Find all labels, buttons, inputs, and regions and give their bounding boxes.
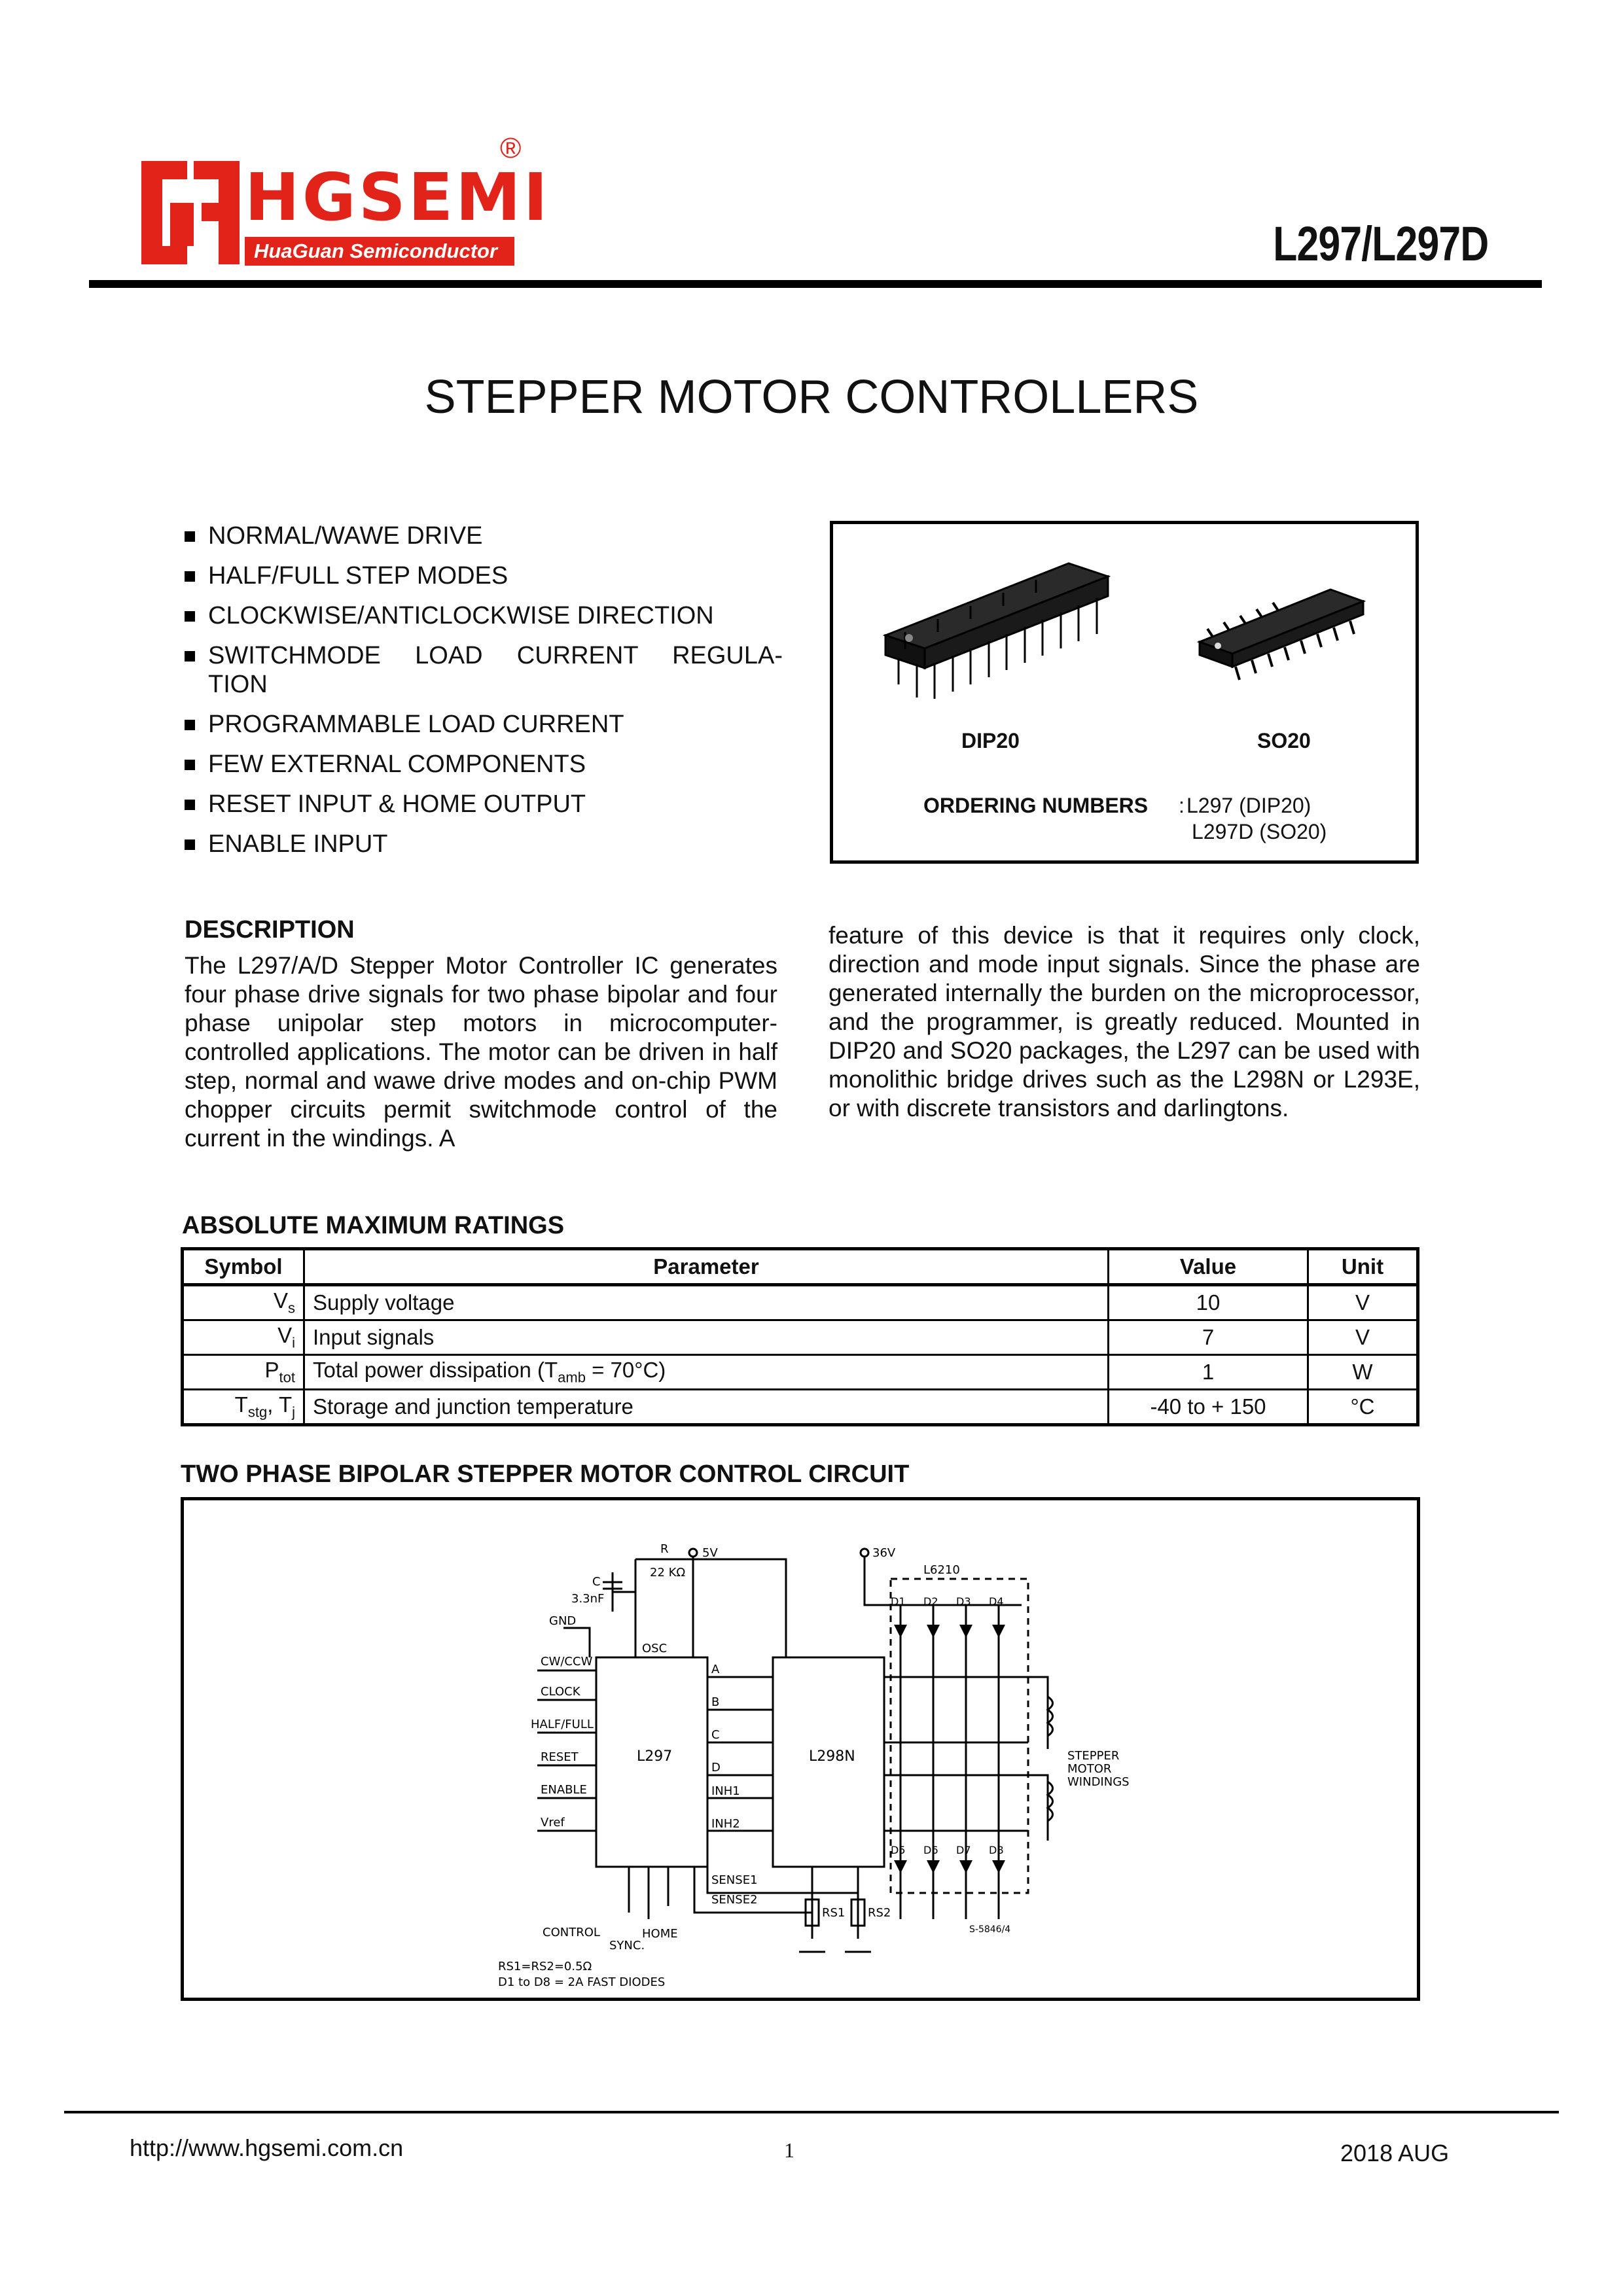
description-heading: DESCRIPTION: [185, 916, 355, 944]
svg-text:36V: 36V: [872, 1546, 896, 1560]
brand-tagline: HuaGuan Semiconductor: [245, 237, 514, 266]
value-cell: -40 to + 150: [1109, 1390, 1308, 1425]
unit-cell: V: [1308, 1285, 1418, 1320]
table-row: [183, 1355, 1418, 1390]
svg-text:D6: D6: [923, 1844, 938, 1856]
svg-text:D5: D5: [891, 1844, 906, 1856]
col-parameter: Parameter: [304, 1249, 1109, 1285]
svg-text:CLOCK: CLOCK: [541, 1685, 580, 1699]
header-divider: [89, 280, 1542, 288]
feature-item: PROGRAMMABLE LOAD CURRENT: [185, 710, 783, 739]
parameter-cell: Input signals: [304, 1320, 1109, 1355]
svg-text:HOME: HOME: [642, 1927, 678, 1941]
parameter-cell: Total power dissipation $(T_{amb} = 70^\circ C)$: [304, 1355, 1109, 1390]
col-value: Value: [1109, 1249, 1308, 1285]
footer-url-link[interactable]: http://www.hgsemi.com.cn: [130, 2134, 404, 2161]
feature-item: RESET INPUT & HOME OUTPUT: [185, 790, 783, 819]
svg-text:Vref: Vref: [541, 1816, 565, 1829]
table-row: [183, 1390, 1418, 1425]
so20-label: SO20: [1257, 729, 1311, 752]
svg-text:D7: D7: [956, 1844, 971, 1856]
footer-date: 2018 AUG: [1340, 2140, 1450, 2166]
ratings-heading: ABSOLUTE MAXIMUM RATINGS: [182, 1212, 565, 1239]
document-title: STEPPER MOTOR CONTROLLERS: [424, 371, 1199, 423]
svg-text:C: C: [592, 1575, 601, 1589]
parameter-cell: Supply voltage: [304, 1285, 1109, 1320]
symbol-cell: $P_{tot}$: [183, 1355, 304, 1390]
svg-text:D1: D1: [891, 1595, 906, 1608]
svg-text:SENSE2: SENSE2: [711, 1893, 758, 1907]
value-cell: 10: [1109, 1285, 1308, 1320]
svg-text:D3: D3: [956, 1595, 971, 1608]
footer-divider: [64, 2111, 1559, 2113]
svg-text:D4: D4: [989, 1595, 1004, 1608]
brand-name: HGSEMI: [245, 159, 550, 236]
svg-text:L298N: L298N: [809, 1748, 855, 1765]
svg-text:WINDINGS: WINDINGS: [1067, 1775, 1130, 1789]
svg-text:CONTROL: CONTROL: [543, 1926, 600, 1939]
svg-text:L6210: L6210: [923, 1563, 960, 1577]
symbol-cell: $V_s$: [183, 1285, 304, 1320]
dip20-package-image: [833, 524, 1422, 786]
symbol-cell: $T_{stg}$, $T_j$: [183, 1390, 304, 1425]
svg-text:HALF/FULL: HALF/FULL: [531, 1718, 594, 1731]
svg-text:OSC: OSC: [642, 1642, 668, 1655]
svg-text:5V: 5V: [702, 1546, 718, 1560]
svg-text:D2: D2: [923, 1595, 938, 1608]
symbol-cell: $V_i$: [183, 1320, 304, 1355]
svg-text:MOTOR: MOTOR: [1067, 1762, 1112, 1776]
svg-text:RS1: RS1: [822, 1906, 846, 1920]
col-symbol: Symbol: [183, 1249, 304, 1285]
svg-text:S-5846/4: S-5846/4: [969, 1924, 1011, 1935]
value-cell: 7: [1109, 1320, 1308, 1355]
feature-item: SWITCHMODE LOAD CURRENT REGULA- TION: [185, 641, 783, 699]
dip20-label: DIP20: [961, 729, 1020, 752]
hgsemi-logo-mark-icon: [141, 161, 240, 264]
col-unit: Unit: [1308, 1249, 1418, 1285]
svg-text:STEPPER: STEPPER: [1067, 1749, 1120, 1763]
svg-text:INH1: INH1: [711, 1784, 740, 1798]
ordering-numbers-label: ORDERING NUMBERS: [923, 794, 1149, 817]
svg-text:RS2: RS2: [868, 1906, 891, 1920]
circuit-diagram-box: [181, 1497, 1420, 2001]
svg-text:D8: D8: [989, 1844, 1004, 1856]
ordering-number-dip: L297 (DIP20): [1186, 794, 1311, 817]
svg-text:22 KΩ: 22 KΩ: [650, 1566, 686, 1580]
svg-text:SYNC.: SYNC.: [609, 1939, 645, 1952]
page-number: 1: [784, 2138, 794, 2162]
table-row: [183, 1285, 1418, 1320]
registered-mark: ®: [500, 132, 522, 164]
feature-list: [185, 521, 783, 870]
svg-text:GND: GND: [549, 1614, 577, 1628]
svg-text:D: D: [711, 1761, 721, 1775]
feature-item: HALF/FULL STEP MODES: [185, 561, 783, 590]
svg-text:A: A: [711, 1663, 720, 1676]
svg-text:CW/CCW: CW/CCW: [541, 1655, 593, 1669]
svg-text:L297: L297: [637, 1748, 673, 1765]
ordering-number-so: L297D (SO20): [1192, 820, 1327, 843]
svg-text:B: B: [711, 1695, 720, 1709]
table-row: [183, 1320, 1418, 1355]
company-logo: [141, 132, 550, 263]
feature-item: CLOCKWISE/ANTICLOCKWISE DIRECTION: [185, 601, 783, 630]
value-cell: 1: [1109, 1355, 1308, 1390]
feature-item: ENABLE INPUT: [185, 830, 783, 858]
svg-text:INH2: INH2: [711, 1817, 740, 1831]
svg-text:ENABLE: ENABLE: [541, 1783, 587, 1797]
unit-cell: V: [1308, 1320, 1418, 1355]
svg-text:RS1=RS2=0.5Ω: RS1=RS2=0.5Ω: [498, 1960, 592, 1973]
svg-text:D1 to D8 = 2A FAST DIODES: D1 to D8 = 2A FAST DIODES: [498, 1975, 666, 1989]
description-left-column: The L297/A/D Stepper Motor Controller IC generates four phase drive signals for two phase bipolar and four phase unipolar step motors in microcomputer-controlled applications. The motor can be driven in half step, normal and wawe drive modes and on-chip PWM chopper circuits permit switchmode control of the current in the windings. A: [185, 952, 777, 1152]
svg-text:3.3nF: 3.3nF: [571, 1592, 605, 1606]
ordering-colon: :: [1179, 794, 1185, 817]
ratings-table: [181, 1247, 1419, 1426]
svg-text:SENSE1: SENSE1: [711, 1873, 758, 1887]
parameter-cell: Storage and junction temperature: [304, 1390, 1109, 1425]
svg-text:R: R: [660, 1542, 669, 1556]
part-number: L297/L297D: [1272, 217, 1488, 271]
circuit-heading: TWO PHASE BIPOLAR STEPPER MOTOR CONTROL CIRCUIT: [181, 1460, 910, 1488]
package-box: [830, 521, 1419, 864]
unit-cell: °C: [1308, 1390, 1418, 1425]
description-right-column: feature of this device is that it requires only clock, direction and mode input signals. Since the phase are generated internally the burden on the microprocessor, and the programmer, is greatly reduced. Mounted in DIP20 and SO20 packages, the L297 can be used with monolithic bridge drives such as the L298N or L293E, or with discrete transistors and darlingtons.: [829, 922, 1420, 1122]
svg-text:RESET: RESET: [541, 1750, 579, 1764]
svg-text:C: C: [711, 1728, 720, 1742]
feature-item: NORMAL/WAWE DRIVE: [185, 521, 783, 550]
table-header-row: [183, 1249, 1418, 1285]
feature-item: FEW EXTERNAL COMPONENTS: [185, 750, 783, 779]
unit-cell: W: [1308, 1355, 1418, 1390]
circuit-schematic: [184, 1500, 1417, 1998]
